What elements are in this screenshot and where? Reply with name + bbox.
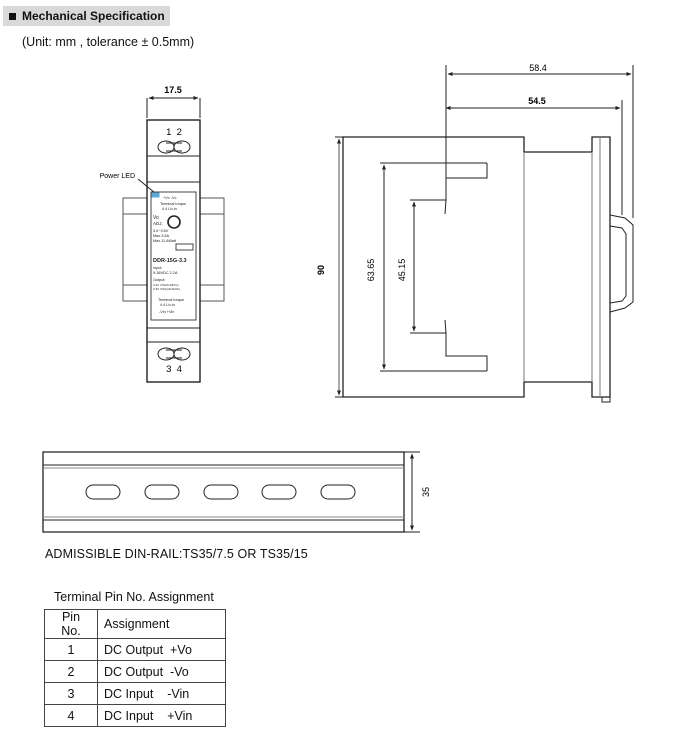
label-line: 9-36VDC 2.2A (153, 271, 178, 275)
din-rail-caption: ADMISSIBLE DIN-RAIL:TS35/7.5 OR TS35/15 (45, 547, 308, 561)
table-cell: 1 (45, 639, 98, 661)
dim-height: 90 (316, 264, 326, 276)
din-rail-view (43, 452, 420, 532)
unit-note: (Unit: mm , tolerance ± 0.5mm) (22, 35, 195, 49)
label-line: +Vɔ -Vɔ (163, 196, 177, 200)
label-line: 4.4 Lb-in (160, 303, 175, 307)
power-led-label: Power LED (99, 173, 135, 180)
label-line: -Vin +Vin (159, 310, 175, 314)
column-header: Assignment (98, 610, 226, 639)
model-number: DDR-15G-3.3 (153, 258, 187, 264)
table-row (45, 661, 226, 683)
label-line: Max.3.5A (153, 234, 170, 238)
table-cell: DC Input -Vin (98, 683, 226, 705)
dim-body-depth: 54.5 (528, 96, 546, 106)
section-title: Mechanical Specification (22, 9, 165, 23)
label-line: ADJ. (153, 221, 163, 226)
label-line: 3.3V 3.5A(18-36Vin) (153, 287, 181, 291)
pin-assignment-table (44, 609, 226, 727)
dim-inner-height: 45.15 (397, 258, 407, 282)
table-cell: DC Output -Vo (98, 661, 226, 683)
label-line: Terminal torque (160, 202, 187, 206)
label-line: Vo (153, 215, 159, 221)
label-line: Input: (153, 266, 163, 270)
label-line: 4.4 Lb-in (162, 207, 177, 211)
dim-mid-height: 63.65 (366, 258, 376, 282)
table-header-row (45, 610, 226, 639)
table-row (45, 705, 226, 727)
label-line: Output: (153, 278, 166, 282)
pin-numbers-bottom: 3 4 (166, 364, 182, 375)
table-cell: DC Input +Vin (98, 705, 226, 727)
table-cell: DC Output +Vo (98, 639, 226, 661)
table-row (45, 683, 226, 705)
pin-table-caption: Terminal Pin No. Assignment (54, 590, 214, 604)
table-row (45, 639, 226, 661)
label-line: Terminal torque (158, 298, 185, 302)
label-line: 3.0~3.6V (153, 229, 169, 233)
front-width-dimension: 17.5 (164, 85, 182, 95)
label-line: 3.3V 3.5A(9-18Vin) (153, 283, 179, 287)
side-view (335, 65, 633, 402)
dim-rail-height: 35 (421, 486, 431, 498)
pin-numbers-top: 1 2 (166, 127, 182, 138)
power-led-icon (152, 193, 159, 197)
column-header: Pin No. (45, 610, 98, 639)
dim-total-depth: 58.4 (529, 63, 547, 73)
table-cell: 2 (45, 661, 98, 683)
table-cell: 3 (45, 683, 98, 705)
label-line: Max.11.6Watt (153, 239, 176, 243)
table-cell: 4 (45, 705, 98, 727)
